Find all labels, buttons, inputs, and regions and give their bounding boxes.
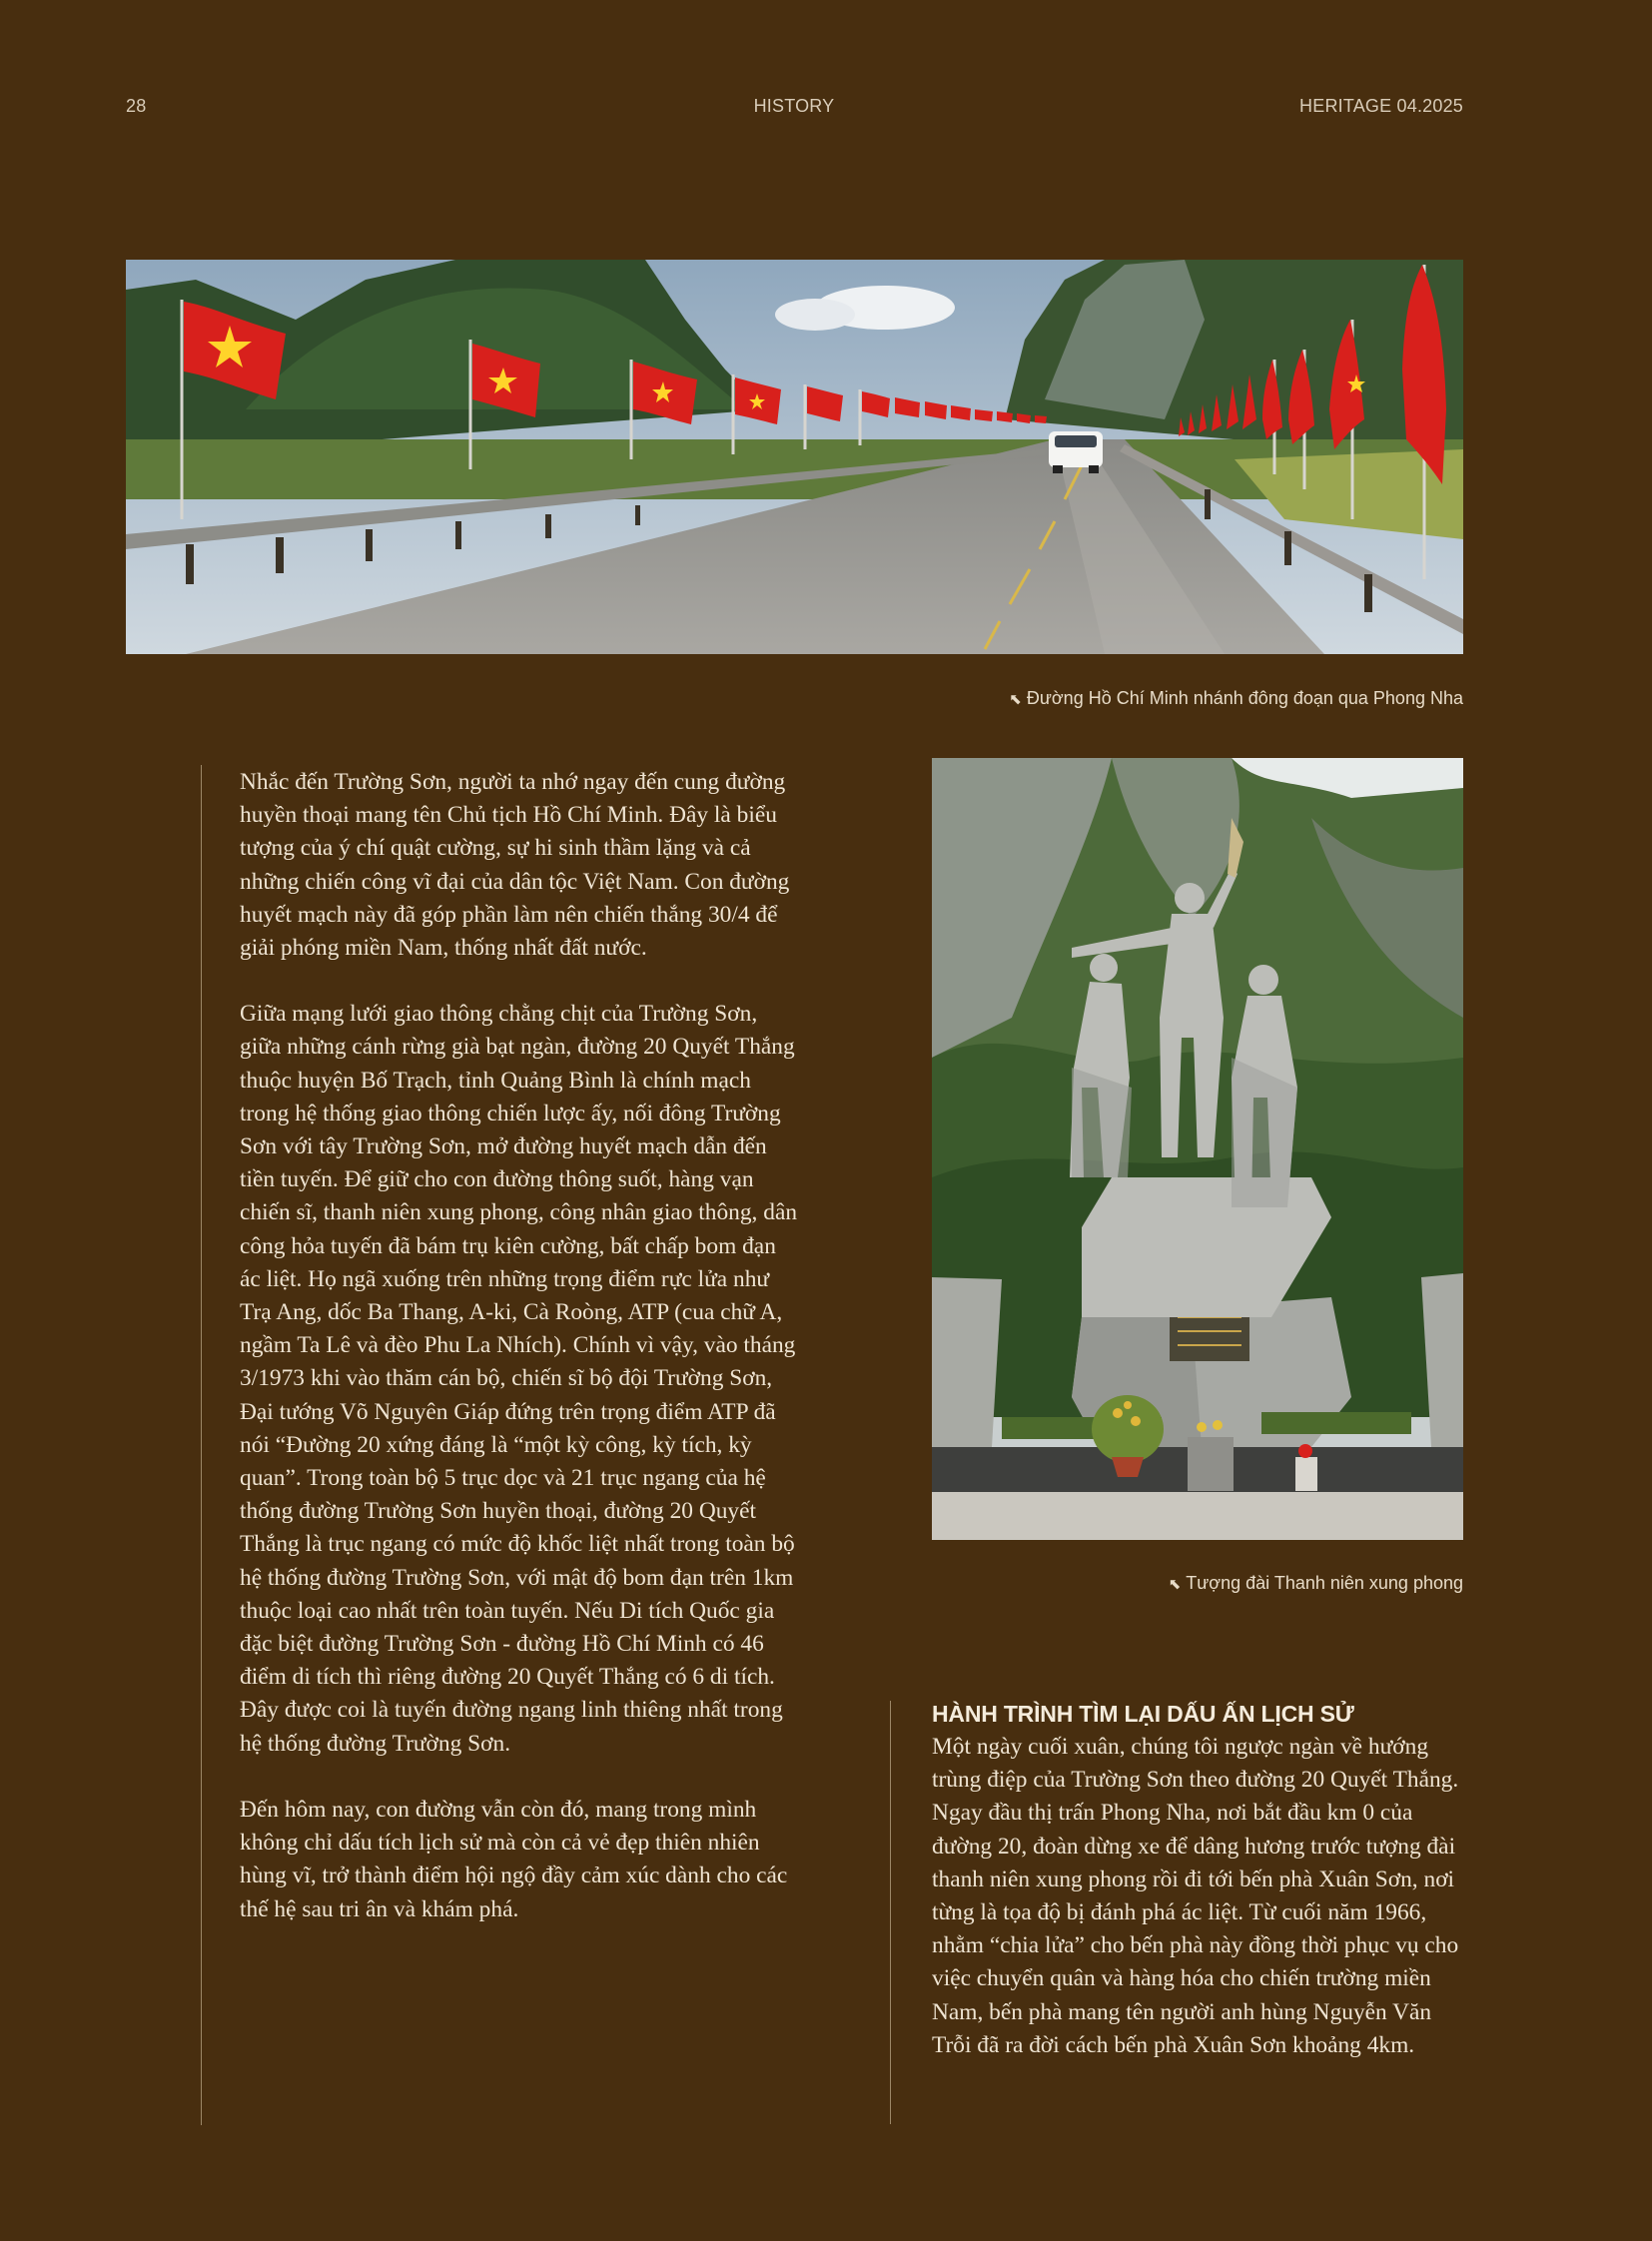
hero-photo [126,260,1463,654]
body-paragraph: Đến hôm nay, con đường vẫn còn đó, mang trong mình không chỉ dấu tích lịch sử mà còn cả vẻ đẹp thiên nhiên hùng vĩ, trở thành điểm hội ngộ đầy cảm xúc dành cho các thế hệ sau tri ân và khám phá. [240,1796,788,1922]
right-column-body [932,1698,1463,2062]
arrow-up-left-icon: ⬉ [1009,691,1022,708]
magazine-issue: HERITAGE 04.2025 [1299,96,1463,116]
left-column-body [240,766,799,1959]
section-heading: HÀNH TRÌNH TÌM LẠI DẤU ẤN LỊCH SỬ [932,1701,1354,1727]
page-number: 28 [126,96,147,116]
section-label: HISTORY [753,96,835,116]
body-paragraph: Giữa mạng lưới giao thông chằng chịt của Trường Sơn, giữa những cánh rừng già bạt ngàn, đường 20 Quyết Thắng thuộc huyện Bố Trạch, tỉnh Quảng Bình là chính mạch trong hệ thống giao thông chiến lược ấy, nối đông Trường Sơn với tây Trường Sơn, mở đường huyết mạch dẫn đến tiền tuyến. Để giữ cho con đường thông suốt, hàng vạn chiến sĩ, thanh niên xung phong, công nhân giao thông, dân công hỏa tuyến đã bám trụ kiên cường, bất chấp bom đạn ác liệt. Họ ngã xuống trên những trọng điểm rực lửa như Trạ Ang, dốc Ba Thang, A-ki, Cà Roòng, ATP (cua chữ A, ngầm Ta Lê và đèo Phu La Nhích). Chính vì vậy, vào tháng 3/1973 khi vào thăm cán bộ, chiến sĩ bộ đội Trường Sơn, Đại tướng Võ Nguyên Giáp đứng trên trọng điểm ATP đã nói “Đường 20 xứng đáng là “một kỳ công, kỳ tích, kỳ quan”. Trong toàn bộ 5 trục dọc và 21 trục ngang của hệ thống đường Trường Sơn huyền thoại, đường 20 Quyết Thắng là trục ngang có mức độ khốc liệt nhất trong toàn bộ hệ thống đường Trường Sơn, với mật độ bom đạn trên 1km thuộc loại cao nhất trên toàn tuyến. Nếu Di tích Quốc gia đặc biệt đường Trường Sơn - đường Hồ Chí Minh có 46 điểm di tích thì riêng đường 20 Quyết Thắng có 6 di tích. Đây được coi là tuyến đường ngang linh thiêng nhất trong hệ thống đường Trường Sơn. [240,1001,798,1757]
road-with-flags-illustration [126,260,1463,654]
youth-volunteer-statue-illustration [932,758,1463,1540]
right-column-rule [890,1701,891,2124]
body-paragraph: Nhắc đến Trường Sơn, người ta nhớ ngay đến cung đường huyền thoại mang tên Chủ tịch Hồ Chí Minh. Đây là biểu tượng của ý chí quật cường, sự hi sinh thầm lặng và cả những chiến công vĩ đại của dân tộc Việt Nam. Con đường huyết mạch này đã góp phần làm nên chiến thắng 30/4 để giải phóng miền Nam, thống nhất đất nước. [240,769,790,962]
left-column-rule [201,765,202,2125]
statue-caption-text: Tượng đài Thanh niên xung phong [1186,1573,1463,1593]
statue-caption [1169,1573,1463,1594]
hero-caption-text: Đường Hồ Chí Minh nhánh đông đoạn qua Phong Nha [1026,688,1463,708]
arrow-up-left-icon: ⬉ [1168,1576,1182,1593]
hero-caption [1009,688,1463,709]
body-paragraph: Một ngày cuối xuân, chúng tôi ngược ngàn về hướng trùng điệp của Trường Sơn theo đường 20 Quyết Thắng. Ngay đầu thị trấn Phong Nha, nơi bắt đầu km 0 của đường 20, đoàn dừng xe để dâng hương trước tượng đài thanh niên xung phong rồi đi tới bến phà Xuân Sơn, nơi từng là tọa độ bị đánh phá ác liệt. Từ cuối năm 1966, nhằm “chia lửa” cho bến phà này đồng thời phục vụ cho việc chuyển quân và hàng hóa cho chiến trường miền Nam, bến phà mang tên người anh hùng Nguyễn Văn Trỗi đã ra đời cách bến phà Xuân Sơn khoảng 4km. [932,1734,1459,2058]
statue-photo [932,758,1463,1540]
